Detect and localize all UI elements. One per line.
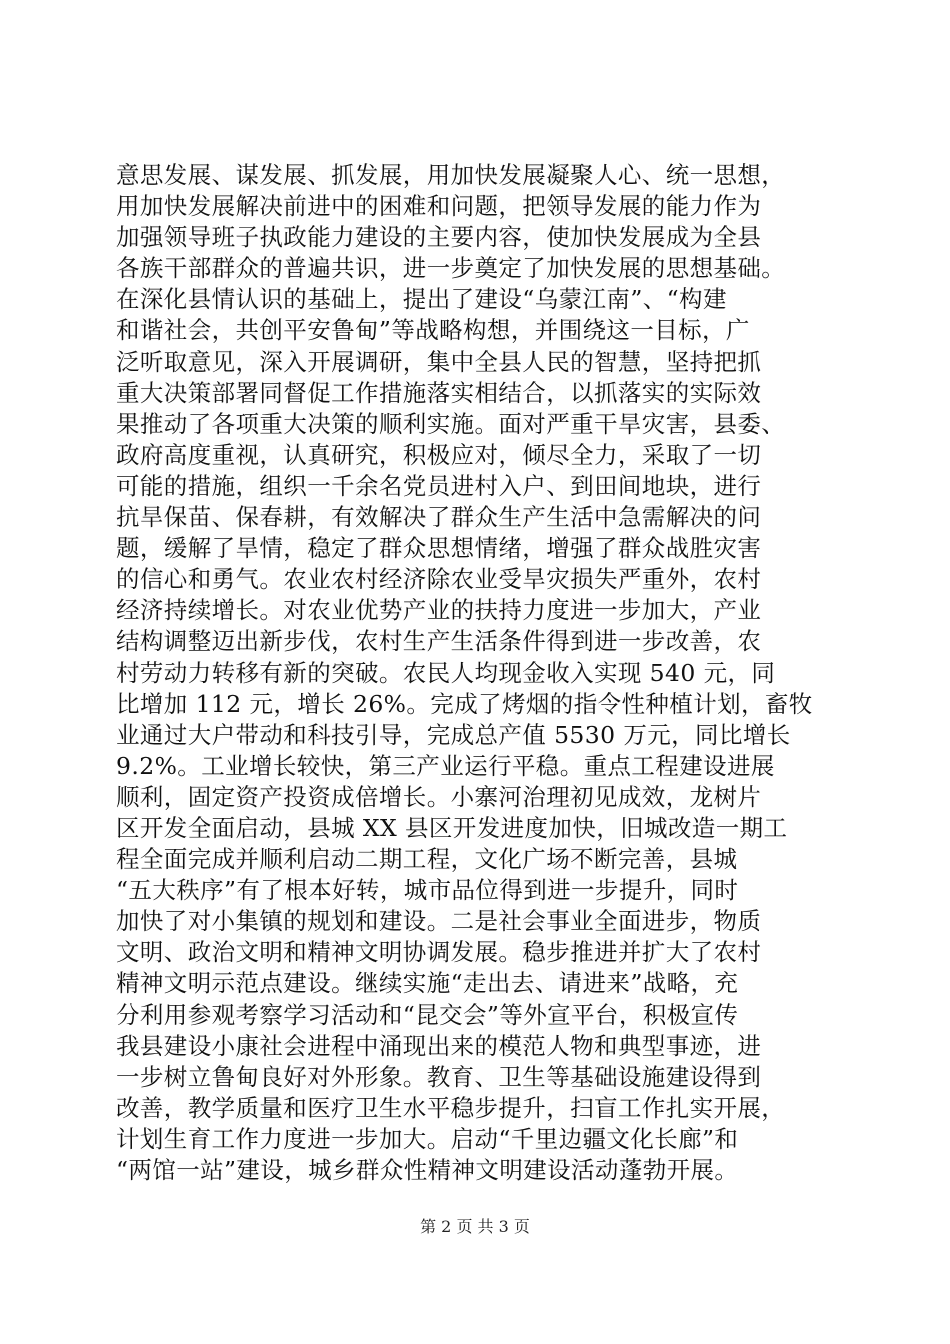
text-line: 计划生育工作力度进一步加大。启动“千里边疆文化长廊”和 [116,1124,739,1153]
text-line: “五大秩序”有了根本好转，城市品位得到进一步提升，同时 [116,876,739,905]
page-number-footer: 第 2 页 共 3 页 [420,1217,530,1236]
text-line: 程全面完成并顺利启动二期工程，文化广场不断完善，县城 [116,845,738,874]
text-line: 加快了对小集镇的规划和建设。二是社会事业全面进步，物质 [116,907,762,936]
text-line: 的信心和勇气。农业农村经济除农业受旱灾损失严重外，农村 [116,565,762,594]
text-line: 抗旱保苗、保春耕，有效解决了群众生产生活中急需解决的问 [116,503,762,532]
text-line: 改善，教学质量和医疗卫生水平稳步提升，扫盲工作扎实开展， [116,1093,786,1122]
text-line: 用加快发展解决前进中的困难和问题，把领导发展的能力作为 [116,192,762,221]
text-line: 9.2%。工业增长较快，第三产业运行平稳。重点工程建设进展 [116,751,775,780]
text-line: 结构调整迈出新步伐，农村生产生活条件得到进一步改善，农 [116,627,762,656]
text-line: 分利用参观考察学习活动和“昆交会”等外宣平台，积极宣传 [116,1000,739,1029]
text-line: 村劳动力转移有新的突破。农民人均现金收入实现 540 元，同 [116,658,776,687]
text-line: 可能的措施，组织一千余名党员进村入户、到田间地块，进行 [116,471,762,500]
text-line: 题，缓解了旱情，稳定了群众思想情绪，增强了群众战胜灾害 [116,534,762,563]
text-line: 在深化县情认识的基础上，提出了建设“乌蒙江南”、“构建 [116,285,727,314]
text-line: 经济持续增长。对农业优势产业的扶持力度进一步加大，产业 [116,596,762,625]
text-line: 精神文明示范点建设。继续实施“走出去、请进来”战略，充 [116,969,739,998]
text-line: 政府高度重视，认真研究，积极应对，倾尽全力，采取了一切 [116,440,762,469]
text-line: 文明、政治文明和精神文明协调发展。稳步推进并扩大了农村 [116,938,762,967]
text-line: 重大决策部署同督促工作措施落实相结合，以抓落实的实际效 [116,378,762,407]
text-line: 果推动了各项重大决策的顺利实施。面对严重干旱灾害，县委、 [116,409,786,438]
text-line: 比增加 112 元，增长 26%。完成了烤烟的指令性种植计划，畜牧 [116,689,813,718]
text-line: 一步树立鲁甸良好对外形象。教育、卫生等基础设施建设得到 [116,1062,762,1091]
text-line: 我县建设小康社会进程中涌现出来的模范人物和典型事迹，进 [116,1031,762,1060]
body-text [116,160,836,1186]
text-line: 加强领导班子执政能力建设的主要内容，使加快发展成为全县 [116,223,762,252]
text-line: 区开发全面启动，县城 XX 县区开发进度加快，旧城改造一期工 [116,813,788,842]
text-line: “两馆一站”建设，城乡群众性精神文明建设活动蓬勃开展。 [116,1156,739,1184]
text-line: 顺利，固定资产投资成倍增长。小寨河治理初见成效，龙树片 [116,782,762,811]
text-line: 意思发展、谋发展、抓发展，用加快发展凝聚人心、统一思想， [116,161,786,189]
text-line: 各族干部群众的普遍共识，进一步奠定了加快发展的思想基础。 [116,254,786,283]
text-line: 业通过大户带动和科技引导，完成总产值 5530 万元，同比增长 [116,720,791,749]
text-line: 泛听取意见，深入开展调研，集中全县人民的智慧，坚持把抓 [116,347,762,376]
text-line: 和谐社会，共创平安鲁甸”等战略构想，并围绕这一目标，广 [116,316,750,345]
